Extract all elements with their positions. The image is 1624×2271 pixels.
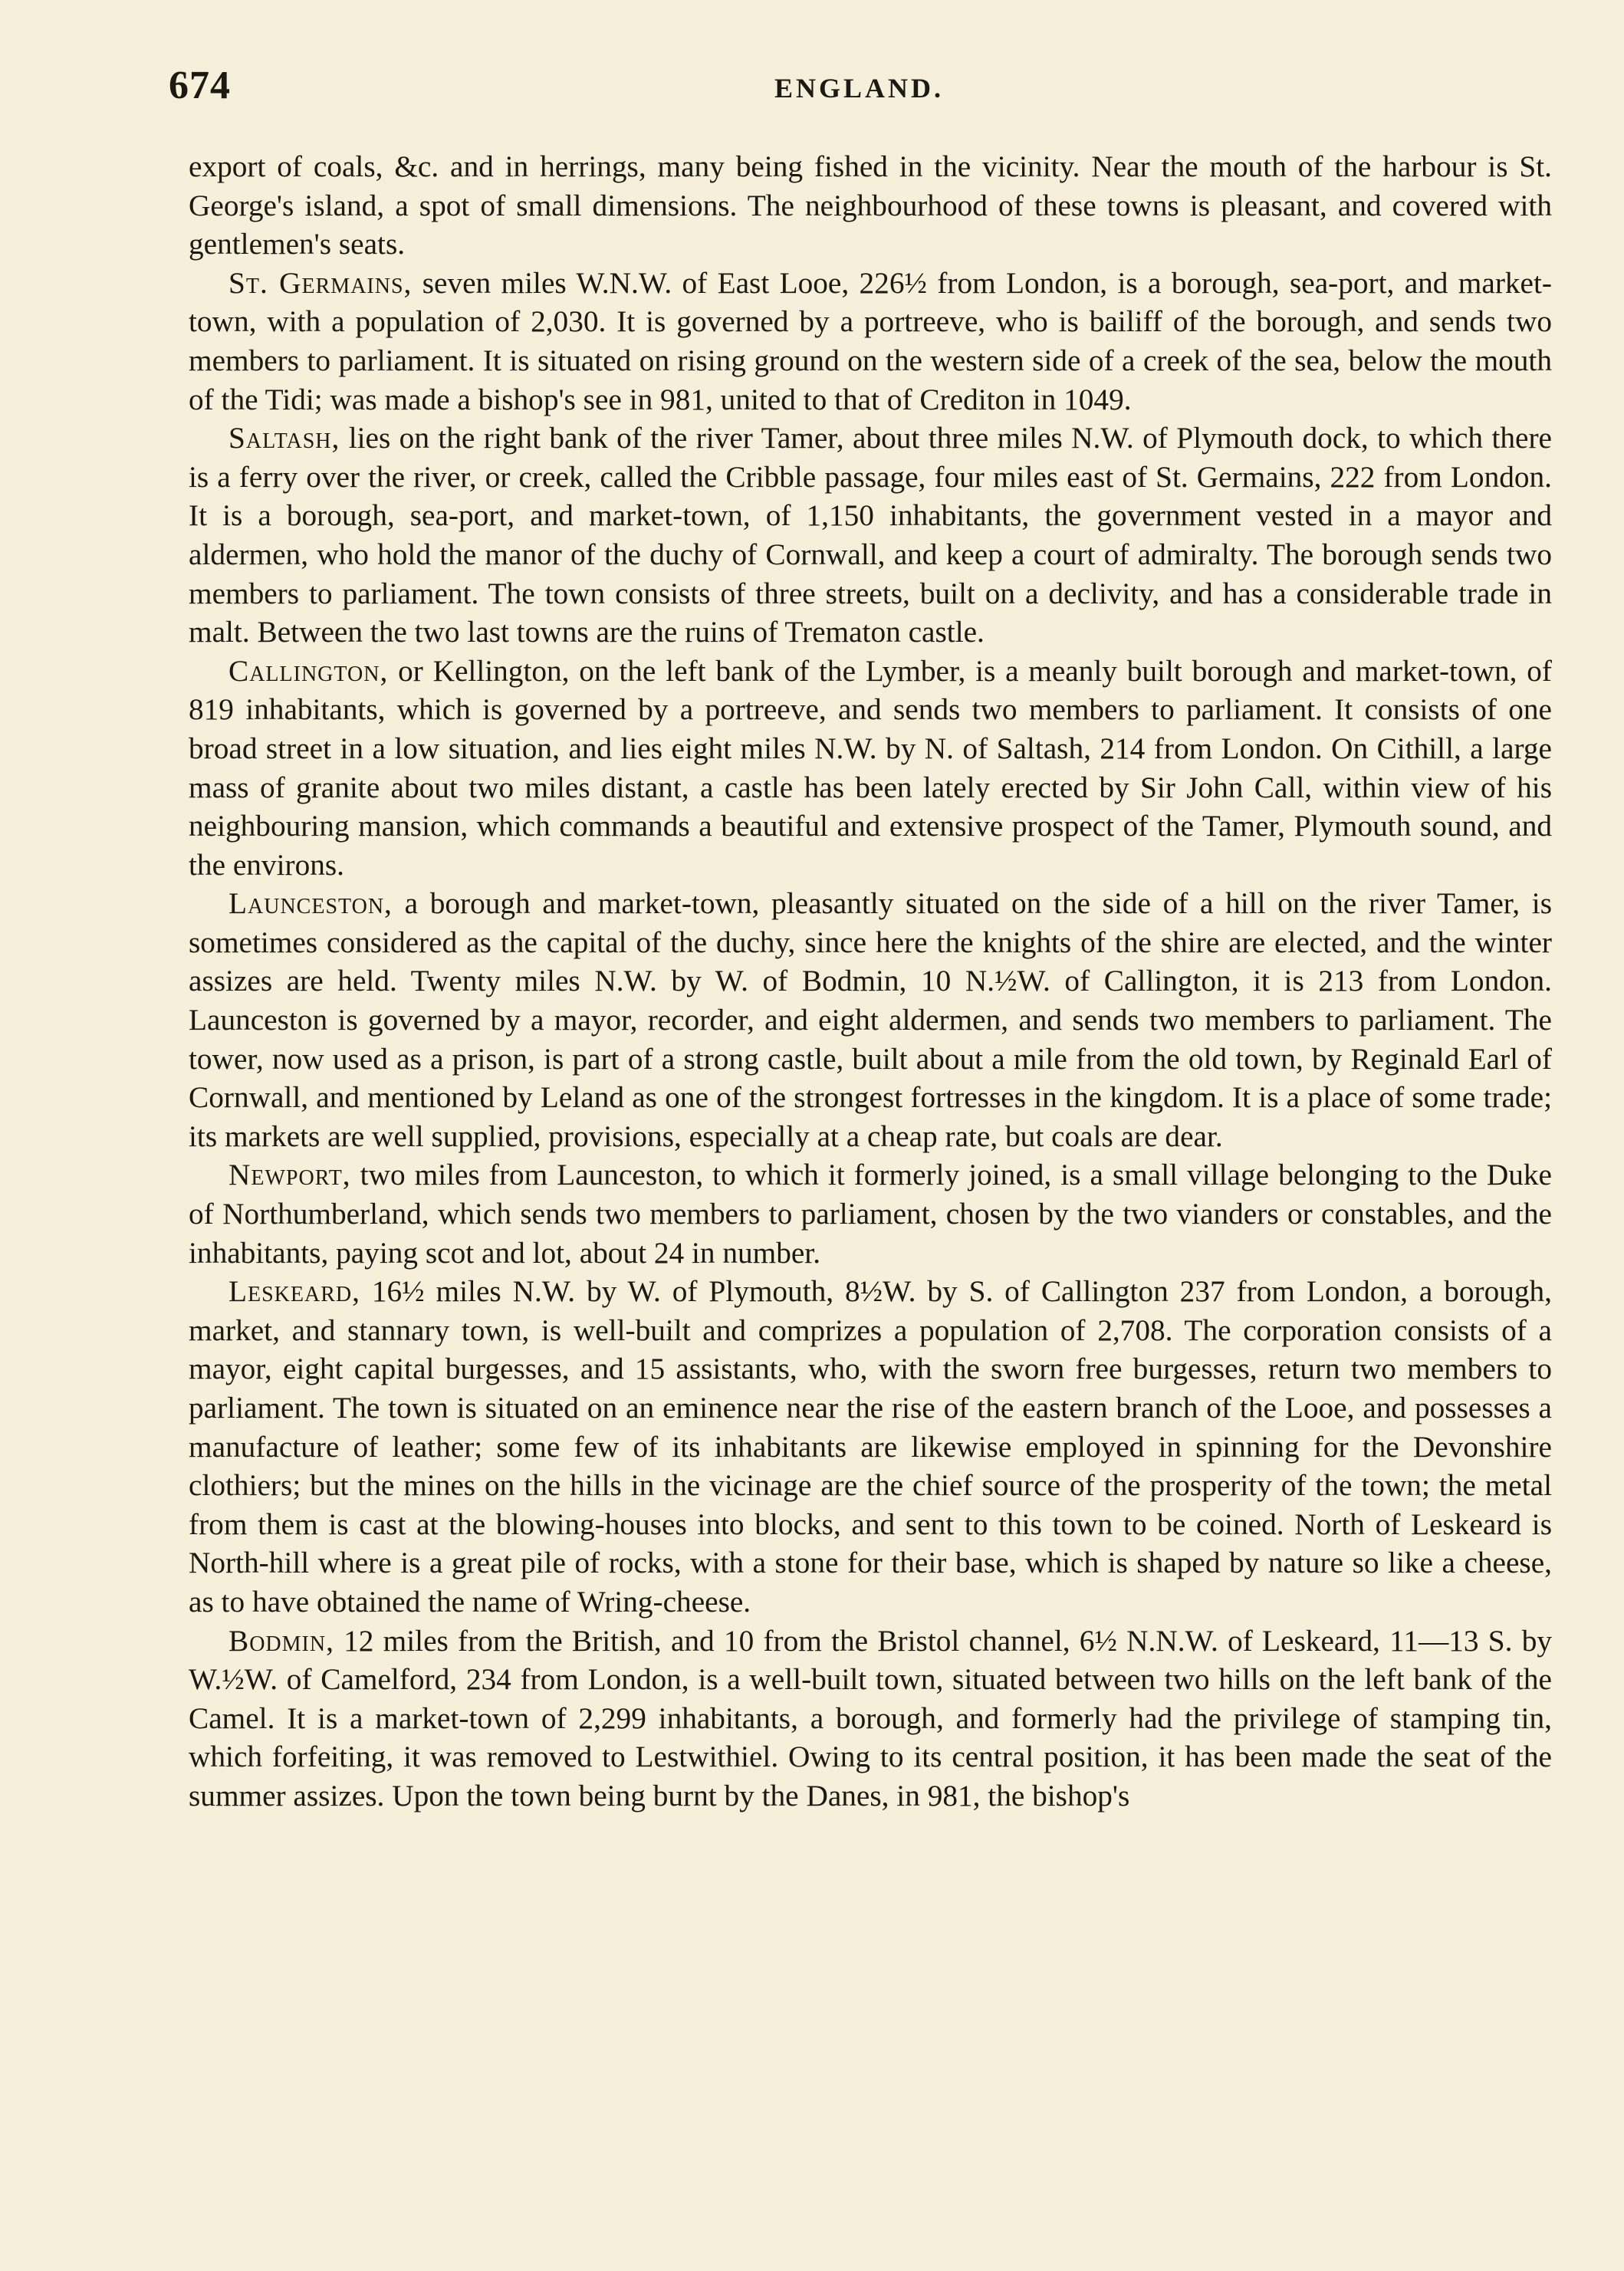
page-number: 674	[169, 64, 231, 107]
place-name: Saltash,	[228, 421, 340, 455]
paragraph-text: export of coals, &c. and in herrings, many being fished in the vicinity. Near the mouth of the harbour is St. George's island, a spot of small dimensions. The neighbourhood of these towns is pleasant, and covered with gentlemen's seats.	[189, 150, 1552, 261]
paragraph-text: 12 miles from the British, and 10 from the Bristol channel, 6½ N.N.W. of Leskeard, 11—13 S. by W.½W. of Camelford, 234 from London, is a well-built town, situated between two hills on the left bank of the Camel. It is a market-town of 2,299 inhabitants, a borough, and formerly had the privilege of stamping tin, which forfeiting, it was removed to Lestwithiel. Owing to its central position, it has been made the seat of the summer assizes. Upon the town being burnt by the Danes, in 981, the bishop's	[189, 1623, 1552, 1813]
place-name: Bodmin,	[228, 1623, 334, 1658]
place-name: St. Germains,	[228, 265, 413, 300]
paragraph-leskeard	[189, 1272, 1552, 1621]
paragraph-text: or Kellington, on the left bank of the Lymber, is a meanly built borough and market-town, of 819 inhabitants, which is governed by a portreeve, and sends two members to parliament. It consists of one broad street in a low situation, and lies eight miles N.W. by N. of Saltash, 214 from London. On Cithill, a large mass of granite about two miles distant, a castle has been lately erected by Sir John Call, within view of his neighbouring mansion, which commands a beautiful and extensive prospect of the Tamer, Plymouth sound, and the environs.	[189, 653, 1552, 882]
paragraph-coals	[189, 147, 1552, 264]
paragraph-saltash	[189, 419, 1552, 652]
place-name: Leskeard,	[228, 1274, 360, 1309]
paragraph-st-germains	[189, 264, 1552, 419]
paragraph-text: a borough and market-town, pleasantly situated on the side of a hill on the river Tamer, is sometimes considered as the capital of the duchy, since here the knights of the shire are elected, and the winter assizes are held. Twenty miles N.W. by W. of Bodmin, 10 N.½W. of Callington, it is 213 from London. Launceston is governed by a mayor, recorder, and eight aldermen, and sends two members to parliament. The tower, now used as a prison, is part of a strong castle, built about a mile from the old town, by Reginald Earl of Cornwall, and mentioned by Leland as one of the strongest fortresses in the kingdom. It is a place of some trade; its markets are well supplied, provisions, especially at a cheap rate, but coals are dear.	[189, 886, 1552, 1153]
place-name: Launceston,	[228, 886, 393, 921]
place-name: Newport,	[228, 1158, 351, 1192]
paragraph-text: lies on the right bank of the river Tamer, about three miles N.W. of Plymouth dock, to which there is a ferry over the river, or creek, called the Cribble passage, four miles east of St. Germains, 222 from London. It is a borough, sea-port, and market-town, of 1,150 inhabitants, the government vested in a mayor and aldermen, who hold the manor of the duchy of Cornwall, and keep a court of admiralty. The borough sends two members to parliament. The town consists of three streets, built on a declivity, and has a considerable trade in malt. Between the two last towns are the ruins of Trematon castle.	[189, 421, 1552, 649]
page-header	[169, 63, 1564, 117]
paragraph-text: two miles from Launceston, to which it formerly joined, is a small village belonging to the Duke of Northumberland, which sends two members to parliament, chosen by the two vianders or constables, and the inhabitants, paying scot and lot, about 24 in number.	[189, 1158, 1552, 1270]
paragraph-text: 16½ miles N.W. by W. of Plymouth, 8½W. by S. of Callington 237 from London, a borough, market, and stannary town, is well-built and comprizes a population of 2,708. The corporation consists of a mayor, eight capital burgesses, and 15 assistants, who, with the sworn free burgesses, return two members to parliament. The town is situated on an eminence near the rise of the eastern branch of the Looe, and possesses a manufacture of leather; some few of its inhabitants are likewise employed in spinning for the Devonshire clothiers; but the mines on the hills in the vicinage are the chief source of the prosperity of the town; the metal from them is cast at the blowing-houses into blocks, and sent to this town to be coined. North of Leskeard is North-hill where is a great pile of rocks, with a stone for their base, which is shaped by nature so like a cheese, as to have obtained the name of Wring-cheese.	[189, 1274, 1552, 1619]
paragraph-bodmin	[189, 1622, 1552, 1816]
place-name: Callington,	[228, 653, 389, 688]
paragraph-callington	[189, 652, 1552, 885]
paragraph-launceston	[189, 884, 1552, 1155]
running-head: ENGLAND.	[774, 73, 945, 104]
paragraph-newport	[189, 1155, 1552, 1272]
paragraph-text: seven miles W.N.W. of East Looe, 226½ from London, is a borough, sea-port, and market-town, with a population of 2,030. It is governed by a portreeve, who is bailiff of the borough, and sends two members to parliament. It is situated on rising ground on the western side of a creek of the sea, below the mouth of the Tidi; was made a bishop's see in 981, united to that of Crediton in 1049.	[189, 265, 1552, 416]
body-text	[189, 147, 1552, 1816]
